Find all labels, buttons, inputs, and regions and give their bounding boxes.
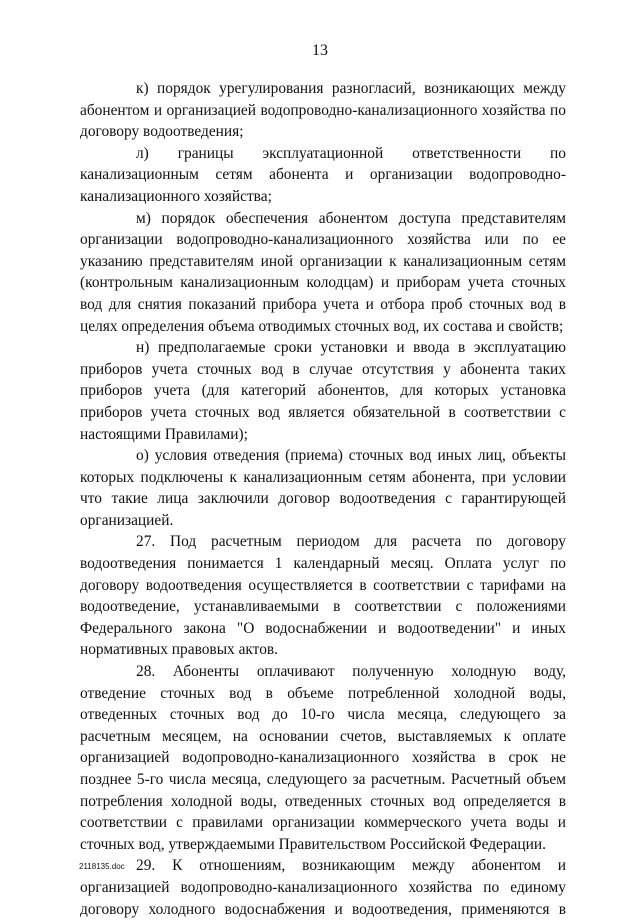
document-body [80,78,566,920]
paragraph-27: 27. Под расчетным периодом для расчета по договору водоотведения понимается 1 календарный месяц. Оплата услуг по договору водоотведения осуществляется в соответствии с тарифами на водоотведение, устанавливаемыми в соответствии с положениями Федерального закона "О водоснабжении и водоотведении" и иных нормативных правовых актов. [80,533,566,659]
paragraph-l: л) границы эксплуатационной ответственности по канализационным сетям абонента и организации водопроводно-канализационного хозяйства; [80,144,566,205]
paragraph-m: м) порядок обеспечения абонентом доступа представителям организации водопроводно-канализационного хозяйства или по ее указанию представителям иной организации к канализационным сетям (контрольным канализационным колодцам) и приборам учета сточных вод для снятия показаний прибора учета и отбора проб сточных вод в целях определения объема отводимых сточных вод, их состава и свойств; [80,209,566,335]
paragraph-n: н) предполагаемые сроки установки и ввода в эксплуатацию приборов учета сточных вод в случае отсутствия у абонента таких приборов учета (для категорий абонентов, для которых установка приборов учета сточных вод является обязательной в соответствии с настоящими Правилами); [80,339,566,443]
paragraph-k: к) порядок урегулирования разногласий, возникающих между абонентом и организацией водопроводно-канализационного хозяйства по договору водоотведения; [80,80,566,141]
page-number: 13 [312,42,328,59]
paragraph-o: о) условия отведения (приема) сточных вод иных лиц, объекты которых подключены к канализационным сетям абонента, при условии что такие лица заключили договор водоотведения с гарантирующей организацией. [80,447,566,529]
paragraph-29: 29. К отношениям, возникающим между абонентом и организацией водопроводно-канализационного хозяйства по единому договору холодного водоснабжения и водоотведения, применяются в [80,857,566,918]
footer-filename: 2118135.doc [79,862,125,871]
paragraph-28: 28. Абоненты оплачивают полученную холодную воду, отведение сточных вод в объеме потребленной холодной воды, отведенных сточных вод до 10-го числа месяца, следующего за расчетным месяцем, на основании счетов, выставляемых к оплате организацией водопроводно-канализационного хозяйства в срок не позднее 5-го числа месяца, следующего за расчетным. Расчетный объем потребления холодной воды, отведенных сточных вод определяется в соответствии с правилами организации коммерческого учета воды и сточных вод, утверждаемыми Правительством Российской Федерации. [80,663,566,853]
